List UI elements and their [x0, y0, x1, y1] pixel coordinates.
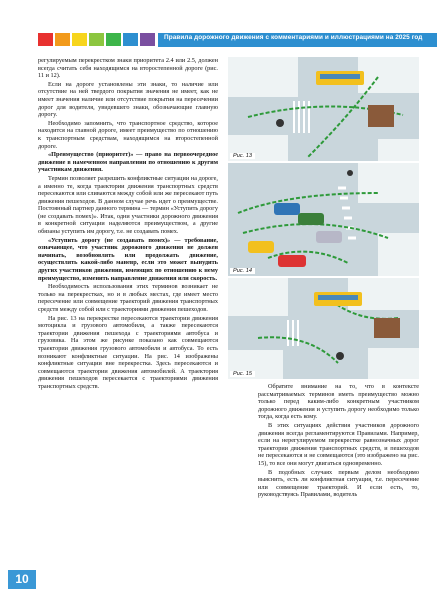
color-square-yellow: [72, 33, 87, 46]
intersection-illustration: [228, 57, 419, 161]
definition-priority: «Преимущество (приоритет)» — право на первоочередное движение в намеченном направлении по отношению к другим участникам движения.: [38, 151, 218, 174]
figure-15: [228, 278, 419, 379]
paragraph: Термин позволяет разрешить конфликтные ситуации на дороге, а именно те, когда траектории движения транспортных средств пересекаются или сливаются между собой или же пересекают путь движения пешеходов. В данном случае речь идет о преимуществе. Постоянный партнер данного термина — термин «Уступить дорогу (не создавать помех)». Итак, одни участники дорожного движения в конкретной ситуации наделяются преимуществом, а другие обязаны уступить им дорогу, т.е. не создавать помех.: [38, 174, 218, 236]
color-square-blue: [123, 33, 138, 46]
color-square-orange: [55, 33, 70, 46]
car-shape: [248, 241, 274, 253]
color-square-red: [38, 33, 53, 46]
paragraph: В этих ситуациях действия участников дорожного движения всегда регламентируются Правилами. Например, если на нерегулируемом перекрестке равнозначных дорог траектории движения транспортных средств, и пешеходов не пересекаются и не совмещаются (это изображено на рис. 15), то все они могут двигаться одновременно.: [258, 421, 419, 467]
color-square-purple: [140, 33, 155, 46]
paragraph: регулируемым перекрестком знаки приоритета 2.4 или 2.5, должен всегда считать себя находящимся на второстепенной дороге (рис. 11 и 12).: [38, 57, 218, 80]
car-shape: [298, 213, 324, 225]
intersection-illustration: [228, 278, 419, 379]
definition-give-way: «Уступить дорогу (не создавать помех)» — требование, означающее, что участник дорожного движения не должен начинать, возобновлять или продолжать движение, осуществлять какой-либо маневр, если это может вынудить других участников движения, имеющих по отношению к нему преимущество, изменить направление движения или скорость.: [38, 236, 218, 282]
right-text-column: [258, 383, 419, 500]
page-number: 10: [8, 570, 36, 589]
motorcycle-shape: [336, 352, 344, 360]
pedestrian-shape: [347, 170, 353, 176]
color-square-lightgreen: [89, 33, 104, 46]
paragraph: Необходимо запомнить, что транспортное средство, которое находится на главной дороге, имеет преимущество по отношению к транспортным средствам, находящимся на второстепенной дороге.: [38, 119, 218, 150]
paragraph: На рис. 13 на перекрестке пересекаются траектории движения мотоцикла и грузового автомобиля, а также пересекаются траектории движения пешехода с траекториями автобуса и грузовика. На этом же рисунке показано как совмещаются траектории движения грузового автомобиля и автобуса. То есть возникают конфликтные ситуации. На рис. 14 изображены конфликтные ситуации вне перекрестка. Здесь пересекаются и совмещаются траектории движения автомобилей. А траектория движения пешеходов пересекается с траекториями движения транспортных средств.: [38, 314, 218, 390]
left-text-column: [38, 57, 218, 392]
figure-13: [228, 57, 419, 161]
figure-14: [228, 163, 419, 276]
color-square-green: [106, 33, 121, 46]
paragraph: Необходимость использования этих терминов возникает не только на перекрестках, но и в любых местах, где имеет место пересечение или совмещение траекторий движения транспортных средств между собой или с траекториями движения пешеходов.: [38, 283, 218, 313]
road-illustration: [228, 163, 419, 276]
paragraph: Обратите внимание на то, что в контексте рассматриваемых терминов иметь преимущество можно только перед каким-либо конкретным участником дорожного движения и уступить дорогу необходимо только тогда, когда есть кому.: [258, 383, 419, 421]
paragraph: Если на дороге установлены эти знаки, то наличие или отсутствие на ней твердого покрытия значения не имеет, как не имеет значения наличие или отсутствие покрытия на пересечении дорог для водителя, увидевшего знаки, обозначающие главную дорогу.: [38, 80, 218, 119]
header-title: Правила дорожного движения с комментариями и иллюстрациями на 2025 год: [164, 34, 423, 41]
page-header: [0, 0, 437, 48]
truck-shape: [368, 105, 394, 127]
motorcycle-shape: [276, 119, 284, 127]
truck-shape: [374, 318, 400, 338]
figure-label: Рис. 14: [230, 268, 255, 274]
car-shape: [316, 231, 342, 243]
car-shape: [278, 255, 306, 267]
figure-label: Рис. 13: [230, 153, 255, 159]
car-shape: [274, 203, 300, 215]
paragraph: В подобных случаях первым делом необходимо выяснить, есть ли конфликтная ситуация, т.е. пересечение или совмещение траекторий. И если есть, то, руководствуясь Правилами, водитель: [258, 468, 419, 499]
figure-label: Рис. 15: [230, 371, 255, 377]
